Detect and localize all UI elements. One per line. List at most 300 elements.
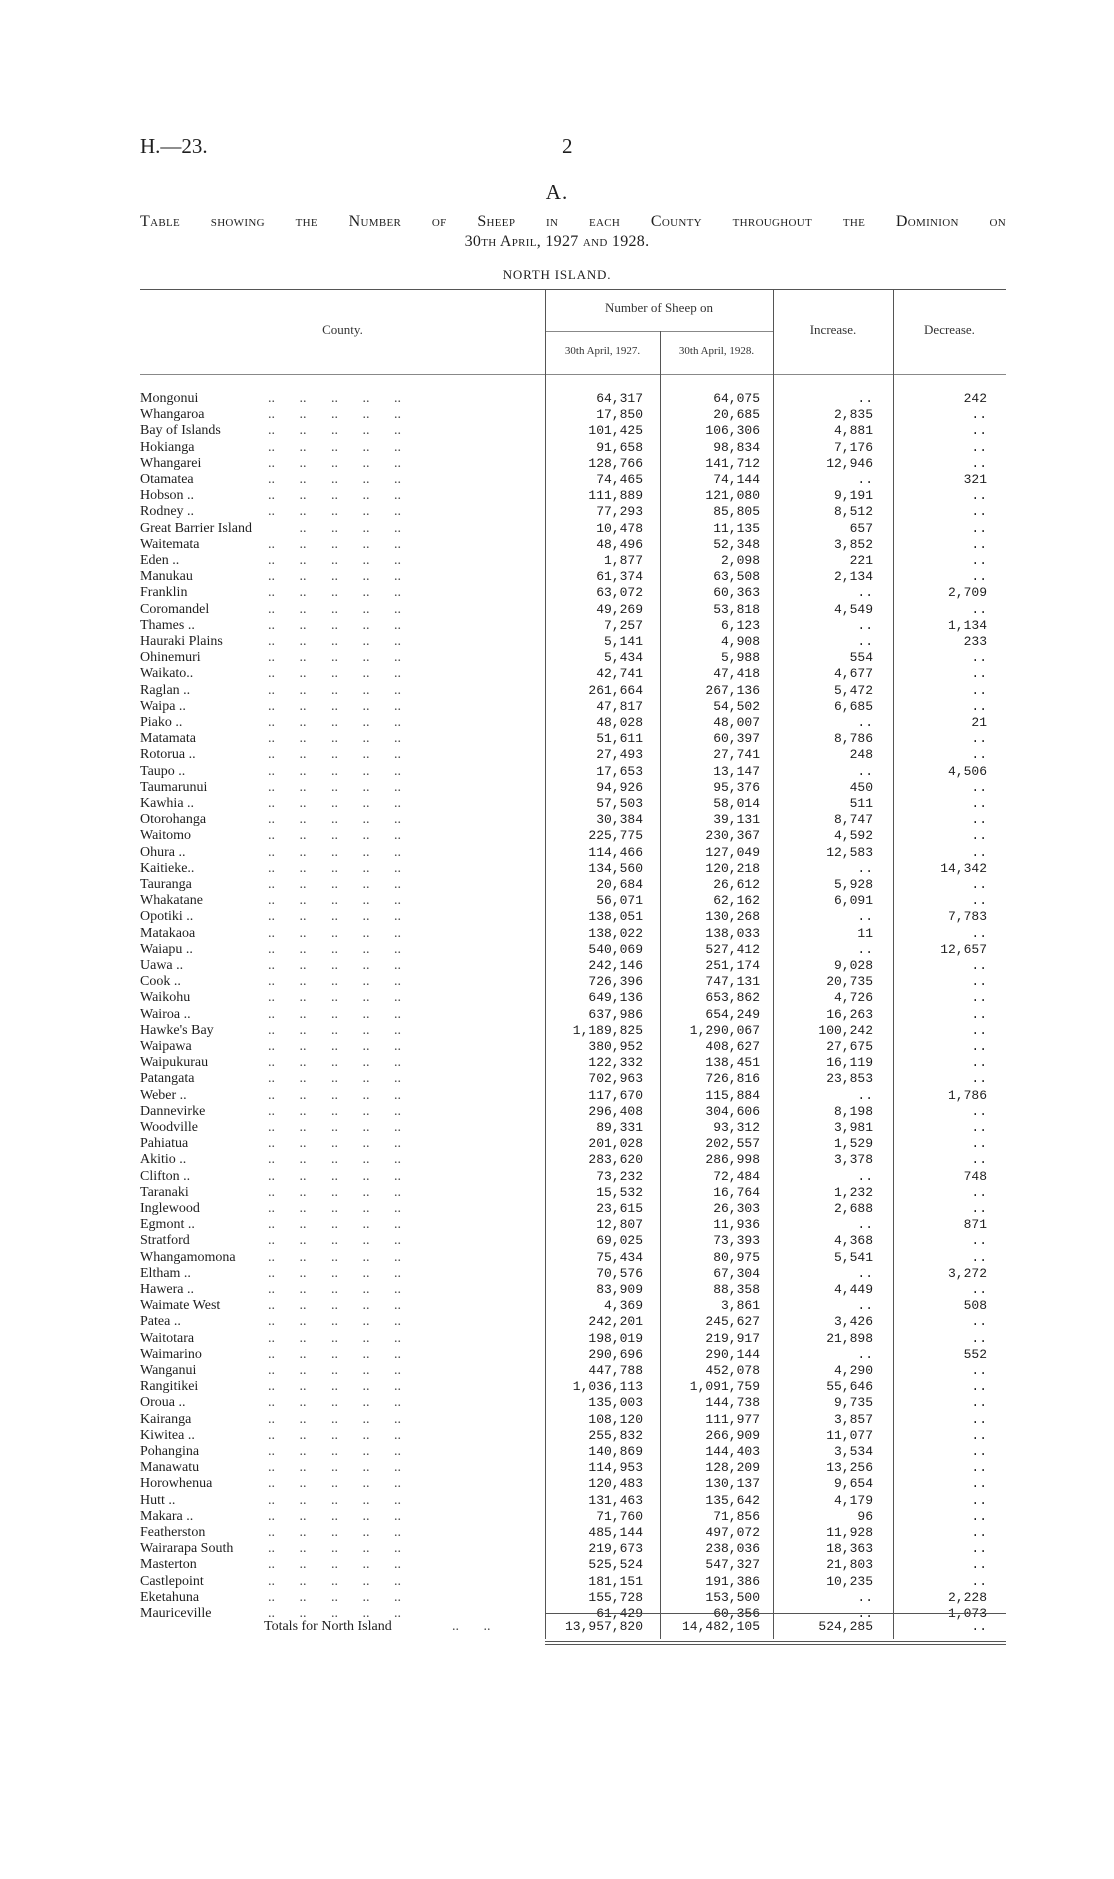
increase-value: 3,426 — [833, 1314, 873, 1330]
table-row — [0, 764, 1114, 780]
county-name: Coromandel — [140, 601, 210, 617]
leader-dots: .. .. .. .. .. — [268, 601, 401, 617]
increase-value: 55,646 — [826, 1379, 873, 1395]
leader-dots: .. .. .. .. .. — [268, 1022, 401, 1038]
sheep-1927: 15,532 — [596, 1184, 643, 1200]
sheep-1927: 201,028 — [588, 1136, 643, 1152]
sheep-1928: 267,136 — [705, 682, 760, 698]
sheep-1928: 128,209 — [705, 1460, 760, 1476]
table-row — [0, 990, 1114, 1006]
sheep-1927: 108,120 — [588, 1411, 643, 1427]
table-row — [0, 845, 1114, 861]
decrease-value: .. — [971, 1363, 987, 1378]
leader-dots: .. .. .. .. .. — [268, 1168, 401, 1184]
leader-dots: .. .. .. .. .. — [268, 860, 401, 876]
sheep-1927: 1,877 — [603, 553, 643, 568]
leader-dots: .. .. .. .. — [268, 520, 401, 536]
leader-dots: .. .. .. .. .. — [268, 455, 401, 471]
county-name: Inglewood — [140, 1201, 200, 1216]
leader-dots: .. .. .. .. .. — [268, 1006, 401, 1022]
county-name: Cook .. — [140, 974, 181, 990]
decrease-value: 748 — [963, 1168, 987, 1184]
decrease-value: .. — [971, 893, 987, 909]
sheep-1928: 144,738 — [705, 1395, 760, 1411]
county-name: Taranaki — [140, 1184, 189, 1200]
county-name: Hobson .. — [140, 488, 195, 504]
decrease-value: 7,783 — [947, 909, 987, 925]
sheep-1927: 75,434 — [596, 1249, 643, 1265]
decrease-value: .. — [971, 1444, 987, 1459]
decrease-value: .. — [971, 488, 987, 504]
decrease-value: .. — [971, 439, 987, 455]
sheep-1927: 120,483 — [588, 1476, 643, 1492]
sheep-1928: 80,975 — [713, 1249, 760, 1265]
leader-dots: .. .. .. .. .. — [268, 1120, 401, 1135]
leader-dots: .. .. .. .. .. — [268, 407, 401, 423]
increase-value: 20,735 — [826, 974, 873, 990]
table-row — [0, 407, 1114, 423]
increase-value: 4,368 — [833, 1233, 873, 1249]
year-header-rule — [545, 331, 773, 332]
sheep-1928: 654,249 — [705, 1006, 760, 1022]
decrease-value: .. — [971, 990, 987, 1006]
decrease-value: .. — [971, 796, 987, 811]
sheep-1927: 42,741 — [596, 666, 643, 682]
sheep-1927: 255,832 — [588, 1427, 643, 1443]
leader-dots: .. .. .. .. .. — [268, 1233, 401, 1249]
county-name: Egmont .. — [140, 1217, 195, 1233]
decrease-value: .. — [971, 1120, 987, 1135]
sheep-1927: 155,728 — [588, 1589, 643, 1605]
increase-value: 21,803 — [826, 1557, 873, 1573]
col-header-number-group: Number of Sheep on — [605, 300, 713, 315]
sheep-1928: 60,363 — [713, 585, 760, 601]
decrease-value: .. — [971, 1460, 987, 1476]
table-row — [0, 553, 1114, 569]
sheep-1928: 408,627 — [705, 1039, 760, 1054]
leader-dots: .. .. .. .. .. — [268, 1136, 401, 1152]
sheep-1928: 98,834 — [713, 439, 760, 455]
leader-dots: .. .. .. .. .. — [268, 1411, 401, 1427]
increase-value: 16,263 — [826, 1006, 873, 1022]
totals-increase: 524,285 — [818, 1619, 873, 1634]
sheep-1927: 10,478 — [596, 520, 643, 536]
increase-value: .. — [857, 634, 873, 649]
sheep-1928: 266,909 — [705, 1427, 760, 1443]
decrease-value: .. — [971, 1071, 987, 1087]
sheep-1927: 71,760 — [596, 1508, 643, 1524]
leader-dots: .. .. .. .. .. — [268, 1282, 401, 1297]
decrease-value: .. — [971, 1201, 987, 1216]
increase-value: 3,534 — [833, 1444, 873, 1459]
sheep-1927: 73,232 — [596, 1168, 643, 1184]
table-row — [0, 1379, 1114, 1395]
table-row — [0, 1169, 1114, 1185]
decrease-value: .. — [971, 812, 987, 828]
sheep-1928: 653,862 — [705, 990, 760, 1006]
table-row — [0, 893, 1114, 909]
table-row — [0, 1266, 1114, 1282]
decrease-value: 242 — [963, 391, 987, 406]
increase-value: 27,675 — [826, 1039, 873, 1054]
table-row — [0, 1493, 1114, 1509]
decrease-value: .. — [971, 1184, 987, 1200]
sheep-1928: 67,304 — [713, 1265, 760, 1281]
leader-dots: .. .. .. .. .. — [268, 439, 401, 455]
increase-value: 2,134 — [833, 569, 873, 585]
sheep-1927: 91,658 — [596, 439, 643, 455]
county-name: Clifton .. — [140, 1168, 191, 1184]
county-name: Patea .. — [140, 1314, 181, 1330]
decrease-value: .. — [971, 747, 987, 763]
sheep-1928: 88,358 — [713, 1282, 760, 1297]
sheep-1928: 11,936 — [713, 1217, 760, 1233]
table-title-line1: Table showing the Number of Sheep in each County throughout the Dominion on — [140, 213, 1006, 230]
sheep-1928: 26,303 — [713, 1201, 760, 1216]
decrease-value: .. — [971, 1103, 987, 1119]
decrease-value: .. — [971, 877, 987, 892]
decrease-value: 1,786 — [947, 1087, 987, 1103]
leader-dots: .. .. .. .. .. — [268, 1395, 401, 1411]
increase-value: 8,512 — [833, 504, 873, 520]
table-top-rule — [140, 289, 1006, 290]
table-row — [0, 504, 1114, 520]
county-name: Pahiatua — [140, 1136, 189, 1152]
increase-value: 4,449 — [833, 1282, 873, 1297]
sheep-1928: 4,908 — [720, 634, 760, 649]
table-row — [0, 1525, 1114, 1541]
increase-value: 3,857 — [833, 1411, 873, 1427]
sheep-1928: 747,131 — [705, 974, 760, 990]
section-letter: A. — [545, 180, 569, 204]
table-row — [0, 683, 1114, 699]
sheep-1928: 63,508 — [713, 569, 760, 585]
table-row — [0, 1039, 1114, 1055]
sheep-1928: 3,861 — [720, 1298, 760, 1314]
county-name: Bay of Islands — [140, 423, 221, 439]
leader-dots: .. .. .. .. .. — [268, 974, 401, 990]
increase-value: .. — [857, 860, 873, 876]
increase-value: 13,256 — [826, 1460, 873, 1476]
increase-value: .. — [857, 941, 873, 957]
decrease-value: .. — [971, 682, 987, 698]
increase-value: .. — [857, 472, 873, 487]
decrease-value: .. — [971, 1557, 987, 1573]
sheep-1927: 5,141 — [603, 634, 643, 649]
table-row — [0, 828, 1114, 844]
table-row — [0, 1298, 1114, 1314]
sheep-1927: 1,036,113 — [572, 1379, 643, 1395]
table-row — [0, 488, 1114, 504]
county-name: Hutt .. — [140, 1492, 176, 1508]
leader-dots: .. .. .. .. .. — [268, 423, 401, 439]
table-row — [0, 780, 1114, 796]
county-name: Waiapu .. — [140, 941, 193, 957]
sheep-1928: 251,174 — [705, 958, 760, 973]
county-name: Piako .. — [140, 715, 183, 730]
leader-dots: .. .. .. .. .. — [268, 1298, 401, 1314]
sheep-1928: 245,627 — [705, 1314, 760, 1330]
sheep-1927: 17,653 — [596, 763, 643, 779]
sheep-1928: 52,348 — [713, 536, 760, 552]
decrease-value: .. — [971, 1233, 987, 1249]
increase-value: 1,232 — [833, 1184, 873, 1200]
leader-dots: .. .. .. .. .. — [268, 1379, 401, 1395]
col-header-increase: Increase. — [809, 322, 857, 337]
county-name: Waipukurau — [140, 1055, 209, 1071]
increase-value: 9,191 — [833, 488, 873, 504]
totals-top-rule — [545, 1613, 1006, 1614]
increase-value: 4,549 — [833, 601, 873, 617]
leader-dots: .. .. .. .. .. — [268, 1217, 401, 1233]
county-name: Stratford — [140, 1233, 190, 1249]
sheep-1927: 57,503 — [596, 796, 643, 811]
header-bottom-rule — [140, 374, 1006, 375]
increase-value: 4,677 — [833, 666, 873, 682]
sheep-1927: 138,051 — [588, 909, 643, 925]
county-name: Oroua .. — [140, 1395, 186, 1411]
table-row — [0, 974, 1114, 990]
decrease-value: .. — [971, 698, 987, 714]
sheep-1927: 63,072 — [596, 585, 643, 601]
decrease-value: .. — [971, 553, 987, 568]
sheep-1927: 94,926 — [596, 779, 643, 795]
sheep-1927: 242,146 — [588, 958, 643, 973]
decrease-value: .. — [971, 1022, 987, 1038]
table-row — [0, 715, 1114, 731]
sheep-1928: 6,123 — [720, 617, 760, 633]
table-row — [0, 942, 1114, 958]
sheep-1928: 238,036 — [705, 1541, 760, 1557]
table-row — [0, 602, 1114, 618]
county-name: Eltham .. — [140, 1265, 191, 1281]
increase-value: 4,290 — [833, 1363, 873, 1378]
sheep-1928: 191,386 — [705, 1573, 760, 1589]
county-name: Waitemata — [140, 536, 200, 552]
leader-dots: .. .. .. .. .. — [268, 779, 401, 795]
county-name: Kawhia .. — [140, 796, 195, 811]
county-name: Ohinemuri — [140, 650, 201, 666]
decrease-value: 3,272 — [947, 1265, 987, 1281]
sheep-1928: 48,007 — [713, 715, 760, 730]
table-row — [0, 521, 1114, 537]
leader-dots: .. .. .. .. .. — [268, 1039, 401, 1054]
increase-value: 3,852 — [833, 536, 873, 552]
decrease-value: .. — [971, 1508, 987, 1524]
county-name: Hauraki Plains — [140, 634, 223, 649]
county-name: Waipa .. — [140, 698, 186, 714]
table-row — [0, 1023, 1114, 1039]
leader-dots: .. .. .. .. .. — [268, 796, 401, 811]
sheep-1927: 447,788 — [588, 1363, 643, 1378]
increase-value: 6,685 — [833, 698, 873, 714]
sheep-1927: 290,696 — [588, 1346, 643, 1362]
increase-value: 7,176 — [833, 439, 873, 455]
increase-value: .. — [857, 1346, 873, 1362]
sheep-1928: 74,144 — [713, 472, 760, 487]
sheep-1927: 525,524 — [588, 1557, 643, 1573]
leader-dots: .. .. .. .. .. — [268, 1152, 401, 1168]
decrease-value: .. — [971, 1006, 987, 1022]
county-name: Mongonui — [140, 391, 199, 406]
county-name: Hawera .. — [140, 1282, 195, 1297]
sheep-1928: 130,268 — [705, 909, 760, 925]
county-name: Taumarunui — [140, 779, 208, 795]
sheep-1927: 242,201 — [588, 1314, 643, 1330]
sheep-1928: 111,977 — [705, 1411, 760, 1427]
leader-dots: .. .. .. .. .. — [268, 909, 401, 925]
sheep-1928: 527,412 — [705, 941, 760, 957]
decrease-value: .. — [971, 1314, 987, 1330]
table-row — [0, 1136, 1114, 1152]
leader-dots: .. .. .. .. .. — [268, 1589, 401, 1605]
sheep-1928: 120,218 — [705, 860, 760, 876]
decrease-value: .. — [971, 779, 987, 795]
sheep-1928: 106,306 — [705, 423, 760, 439]
sheep-1928: 54,502 — [713, 698, 760, 714]
decrease-value: .. — [971, 1541, 987, 1557]
table-row — [0, 472, 1114, 488]
decrease-value: 12,657 — [940, 941, 987, 957]
table-row — [0, 1250, 1114, 1266]
sheep-1927: 61,429 — [596, 1606, 643, 1621]
increase-value: .. — [857, 715, 873, 730]
increase-value: 221 — [849, 553, 873, 568]
county-name: Rodney .. — [140, 504, 195, 520]
increase-value: 10,235 — [826, 1573, 873, 1589]
increase-value: 8,747 — [833, 812, 873, 828]
totals-1927: 13,957,820 — [564, 1619, 643, 1634]
decrease-value: .. — [971, 1249, 987, 1265]
decrease-value: .. — [971, 1476, 987, 1492]
decrease-value: .. — [971, 1039, 987, 1054]
decrease-value: .. — [971, 1055, 987, 1071]
county-name: Dannevirke — [140, 1103, 206, 1119]
sheep-1928: 121,080 — [705, 488, 760, 504]
county-name: Horowhenua — [140, 1476, 213, 1492]
county-name: Raglan .. — [140, 682, 191, 698]
county-name: Eden .. — [140, 553, 180, 568]
table-row — [0, 877, 1114, 893]
county-name: Hokianga — [140, 439, 195, 455]
leader-dots: .. .. .. .. .. — [268, 391, 401, 406]
table-row — [0, 423, 1114, 439]
region-heading: NORTH ISLAND. — [502, 267, 612, 282]
table-row — [0, 731, 1114, 747]
table-row — [0, 958, 1114, 974]
decrease-value: 1,134 — [947, 617, 987, 633]
table-row — [0, 1217, 1114, 1233]
table-title-line2: 30th April, 1927 and 1928. — [464, 233, 650, 250]
table-row — [0, 1363, 1114, 1379]
sheep-1928: 135,642 — [705, 1492, 760, 1508]
county-name: Wanganui — [140, 1363, 197, 1378]
county-name: Waikohu — [140, 990, 191, 1006]
table-row — [0, 1233, 1114, 1249]
sheep-1928: 726,816 — [705, 1071, 760, 1087]
sheep-1927: 7,257 — [603, 617, 643, 633]
decrease-value: 21 — [971, 715, 987, 730]
leader-dots: .. .. .. .. .. — [268, 472, 401, 487]
leader-dots: .. .. .. .. .. — [268, 812, 401, 828]
sheep-1928: 141,712 — [705, 455, 760, 471]
sheep-1928: 11,135 — [713, 520, 760, 536]
increase-value: 16,119 — [826, 1055, 873, 1071]
county-name: Whangaroa — [140, 407, 205, 423]
increase-value: 4,726 — [833, 990, 873, 1006]
totals-bottom-rule-1 — [545, 1641, 1006, 1642]
county-name: Ohura .. — [140, 844, 186, 860]
table-row — [0, 1104, 1114, 1120]
sheep-1927: 135,003 — [588, 1395, 643, 1411]
county-name: Wairarapa South — [140, 1541, 234, 1557]
table-row — [0, 1574, 1114, 1590]
leader-dots: .. .. .. .. .. — [268, 1525, 401, 1540]
leader-dots: .. .. .. .. .. — [268, 1363, 401, 1378]
county-name: Franklin — [140, 585, 188, 601]
increase-value: 3,378 — [833, 1152, 873, 1168]
sheep-1927: 69,025 — [596, 1233, 643, 1249]
sheep-1928: 138,033 — [705, 925, 760, 941]
county-name: Opotiki .. — [140, 909, 194, 925]
sheep-1928: 62,162 — [713, 893, 760, 909]
sheep-1927: 5,434 — [603, 650, 643, 666]
sheep-1928: 304,606 — [705, 1103, 760, 1119]
county-name: Akitio .. — [140, 1152, 187, 1168]
sheep-1927: 114,466 — [588, 844, 643, 860]
increase-value: 23,853 — [826, 1071, 873, 1087]
sheep-1928: 153,500 — [705, 1589, 760, 1605]
table-row — [0, 1088, 1114, 1104]
increase-value: 12,583 — [826, 844, 873, 860]
decrease-value: .. — [971, 1525, 987, 1540]
decrease-value: 14,342 — [940, 860, 987, 876]
leader-dots: .. .. .. .. .. — [268, 1103, 401, 1119]
leader-dots: .. .. .. .. .. — [268, 1346, 401, 1362]
sheep-1928: 73,393 — [713, 1233, 760, 1249]
increase-value: .. — [857, 1087, 873, 1103]
leader-dots: .. .. .. .. .. — [268, 1573, 401, 1589]
increase-value: 554 — [849, 650, 873, 666]
county-name: Manawatu — [140, 1460, 200, 1476]
table-row — [0, 796, 1114, 812]
leader-dots: .. .. .. .. .. — [268, 828, 401, 844]
county-name: Otamatea — [140, 472, 194, 487]
county-name: Waimate West — [140, 1298, 221, 1314]
decrease-value: .. — [971, 1152, 987, 1168]
increase-value: 100,242 — [818, 1022, 873, 1038]
sheep-1927: 140,869 — [588, 1444, 643, 1459]
decrease-value: 233 — [963, 634, 987, 649]
increase-value: 18,363 — [826, 1541, 873, 1557]
totals-decrease: .. — [971, 1619, 987, 1634]
col-header-1927: 30th April, 1927. — [564, 345, 641, 357]
sheep-1927: 20,684 — [596, 877, 643, 892]
county-name: Waimarino — [140, 1346, 202, 1362]
sheep-1928: 202,557 — [705, 1136, 760, 1152]
leader-dots: .. .. .. .. .. — [268, 1249, 401, 1265]
table-row — [0, 1509, 1114, 1525]
table-row — [0, 1331, 1114, 1347]
sheep-1927: 111,889 — [588, 488, 643, 504]
sheep-1928: 85,805 — [713, 504, 760, 520]
county-name: Wairoa .. — [140, 1006, 191, 1022]
leader-dots: .. .. .. .. .. — [268, 1087, 401, 1103]
sheep-1927: 380,952 — [588, 1039, 643, 1054]
county-name: Masterton — [140, 1557, 197, 1573]
sheep-1927: 77,293 — [596, 504, 643, 520]
leader-dots: .. .. .. .. .. — [268, 1557, 401, 1573]
